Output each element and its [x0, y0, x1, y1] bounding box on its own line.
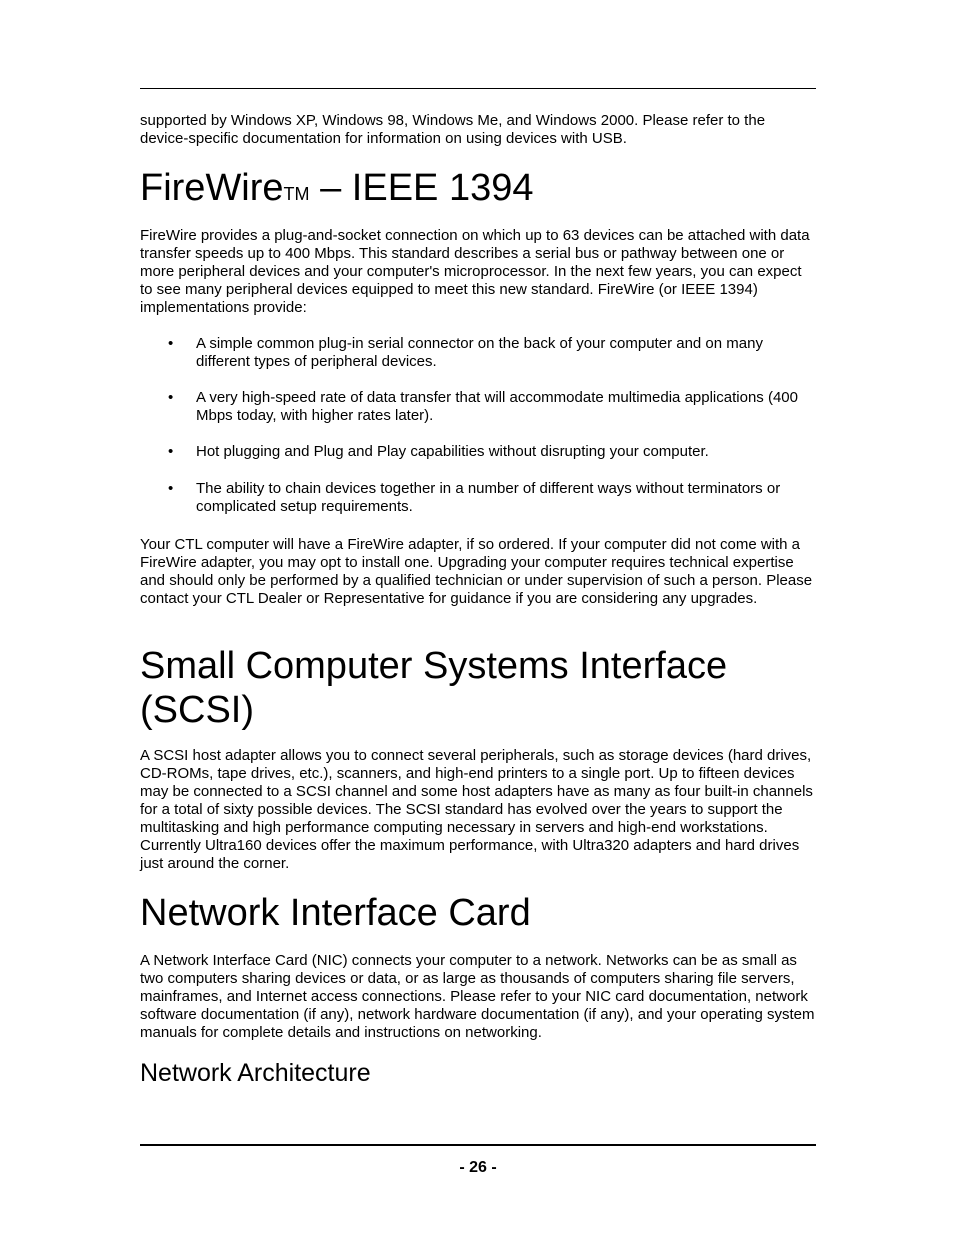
nic-heading: Network Interface Card — [140, 892, 531, 934]
list-item-text: A very high-speed rate of data transfer that will accommodate multimedia applications (400 Mbps today, with higher rates later). — [196, 389, 798, 424]
scsi-heading: Small Computer Systems Interface (SCSI) — [140, 645, 728, 731]
network-architecture-heading: Network Architecture — [140, 1059, 371, 1087]
nic-paragraph: A Network Interface Card (NIC) connects your computer to a network. Networks can be as small as two computers sharing devices or data, or as large as thousands of computers sharing file servers, mainframes, and Internet access connections. Please refer to your NIC card documentation, network software documentation (if any), network hardware documentation (if any), and your operating system manuals for complete details and instructions on networking. — [140, 952, 815, 1041]
list-item-text: Hot plugging and Plug and Play capabilities without disrupting your computer. — [196, 443, 709, 460]
firewire-heading-main: FireWire — [140, 167, 284, 209]
footer-rule — [140, 1144, 816, 1146]
bullet-icon: • — [168, 480, 174, 497]
firewire-bullet-list — [140, 335, 816, 516]
list-item-text: A simple common plug-in serial connector on the back of your computer and on many different types of peripheral devices. — [196, 335, 763, 370]
firewire-heading — [140, 166, 816, 210]
page-number: - 26 - — [459, 1159, 497, 1176]
firewire-heading-rest: – IEEE 1394 — [309, 167, 534, 209]
header-rule — [140, 88, 816, 89]
list-item-text: The ability to chain devices together in a number of different ways without terminators or complicated setup requirements. — [196, 480, 781, 515]
scsi-paragraph: A SCSI host adapter allows you to connect several peripherals, such as storage devices (hard drives, CD-ROMs, tape drives, etc.), scanners, and high-end printers to a single port. Up to fifteen devices may be connected to a SCSI channel and some host adapters have as many as four built-in channels for a total of sixty possible devices. The SCSI standard has evolved over the years to support the multitasking and high performance computing necessary in servers and high-end workstations. Currently Ultra160 devices offer the maximum performance, with Ultra320 adapters and hard drives just around the corner. — [140, 747, 813, 872]
trademark-mark: TM — [283, 184, 310, 204]
list-item — [140, 480, 816, 516]
bullet-icon: • — [168, 335, 174, 352]
list-item — [140, 389, 816, 425]
list-item — [140, 443, 816, 461]
bullet-icon: • — [168, 389, 174, 406]
list-item — [140, 335, 816, 371]
intro-paragraph: supported by Windows XP, Windows 98, Windows Me, and Windows 2000. Please refer to the device-specific documentation for information on using devices with USB. — [140, 112, 766, 147]
bullet-icon: • — [168, 443, 174, 460]
firewire-closing-paragraph: Your CTL computer will have a FireWire adapter, if so ordered. If your computer did not come with a FireWire adapter, you may opt to install one. Upgrading your computer requires technical expertise and should only be performed by a qualified technician or under supervision of such a person. Please contact your CTL Dealer or Representative for guidance if you are considering any upgrades. — [140, 536, 813, 607]
firewire-paragraph: FireWire provides a plug-and-socket connection on which up to 63 devices can be attached with data transfer speeds up to 400 Mbps. This standard describes a serial bus or pathway between one or more peripheral devices and your computer's microprocessor. In the next few years, you can expect to see many peripheral devices equipped to meet this new standard. FireWire (or IEEE 1394) implementations provide: — [140, 227, 810, 316]
